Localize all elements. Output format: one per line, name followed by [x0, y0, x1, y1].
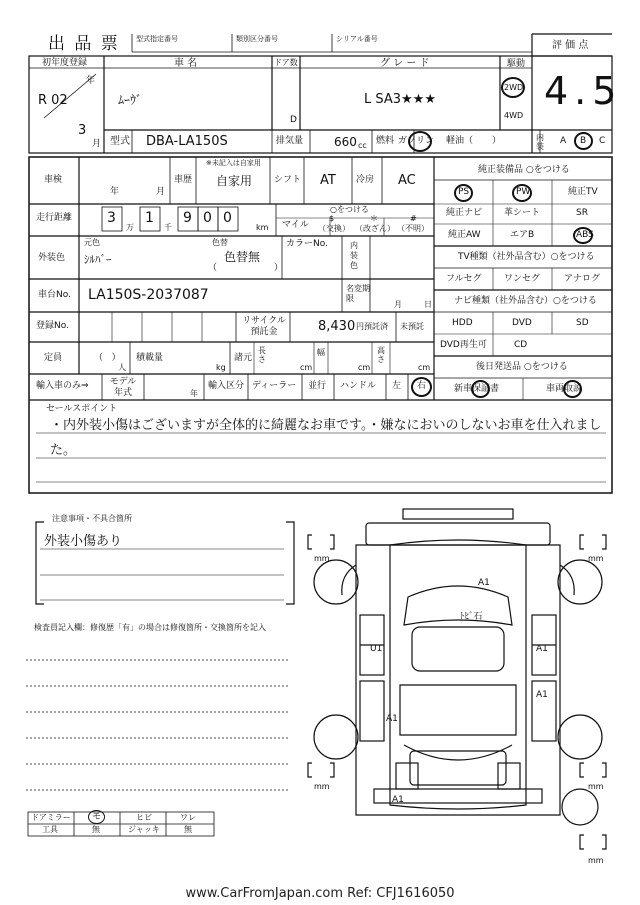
docs-manual[interactable]: 車両取説 — [546, 384, 583, 394]
load-label: 積載量 — [136, 353, 164, 363]
equip-ps[interactable]: PS — [458, 187, 470, 197]
height-label: 高さ — [377, 346, 385, 364]
diesel-close: ） — [492, 136, 502, 146]
doors-value: D — [290, 115, 297, 125]
diesel-label[interactable]: 軽油（ — [446, 136, 474, 146]
history-label: 車歴 — [174, 175, 193, 185]
legend-mirror-circle — [88, 810, 105, 824]
footer-watermark: www.CarFromJapan.com Ref: CFJ1616050 — [185, 886, 455, 901]
navi-title: ナビ種類（社外品含む）○をつける — [454, 296, 597, 306]
mark-rear-bumper: A1 — [392, 795, 404, 805]
docs-title: 後日発送品 ○をつける — [476, 362, 568, 372]
repaint-paren-close: ） — [274, 263, 284, 273]
dims-label: 諸元 — [234, 353, 253, 363]
tv-oneseg[interactable]: ワンセグ — [504, 274, 541, 284]
mileage-digit-5: 0 — [223, 210, 232, 226]
mileage-hash: # — [410, 214, 417, 223]
length-unit: cm — [300, 363, 313, 372]
grade-label: グ レ ー ド — [380, 58, 430, 69]
drive-4wd[interactable]: 4WD — [504, 111, 524, 120]
mileage-unknown: （不明） — [397, 224, 429, 233]
mileage-digit-4: 0 — [203, 210, 212, 226]
interior-label: 内装 — [536, 133, 544, 151]
model-year-label: モデル年式 — [109, 377, 137, 398]
capacity-label: 定員 — [44, 353, 63, 363]
height-unit: cm — [418, 363, 431, 372]
interior-b[interactable]: B — [580, 136, 587, 146]
history-note: ※未記入は自家用 — [206, 159, 261, 167]
capacity-paren: （ ） — [94, 353, 121, 363]
ac-value: AC — [398, 173, 416, 188]
reg-month: 3 — [78, 123, 87, 138]
name-change-day: 日 — [424, 300, 432, 309]
orig-color-label: 元色 — [84, 238, 100, 247]
model-year-unit: 年 — [190, 389, 198, 398]
chassis-value: LA150S-2037087 — [88, 287, 209, 303]
mileage-dollar: $ — [329, 214, 335, 223]
cd-playback[interactable]: CD — [514, 340, 528, 350]
cc-unit: cc — [358, 141, 367, 150]
equip-tv[interactable]: 純正TV — [568, 187, 598, 197]
mileage-sen: 千 — [164, 223, 172, 232]
equip-navi[interactable]: 純正ナビ — [446, 208, 483, 218]
drive-2wd[interactable]: 2WD — [504, 83, 524, 92]
shaken-label: 車検 — [44, 175, 63, 185]
mileage-digit-1: 3 — [107, 210, 116, 226]
repaint-label: 色替 — [212, 238, 228, 247]
navi-hdd[interactable]: HDD — [452, 318, 473, 328]
mileage-exchange: （交換） — [318, 224, 350, 233]
width-unit: cm — [358, 363, 371, 372]
ext-color-label: 外装色 — [38, 253, 66, 263]
legend-tools-value: 無 — [92, 825, 100, 834]
grade-value: L SA3★★★ — [364, 92, 436, 107]
fuel-label: 燃料 — [376, 136, 395, 146]
score-label: 評 価 点 — [552, 40, 589, 51]
car-name-label: 車 名 — [174, 58, 198, 69]
drive-2wd-circle — [501, 77, 525, 98]
interior-c[interactable]: C — [599, 136, 606, 146]
displacement-label: 排気量 — [276, 136, 304, 146]
tv-analog[interactable]: アナログ — [564, 274, 601, 284]
diagram-mm-2: mm — [588, 554, 604, 563]
recycle-value: 8,430 — [318, 319, 356, 334]
doors-label: ドア数 — [274, 58, 298, 67]
mileage-digit-3: 9 — [183, 210, 192, 226]
shift-value: AT — [320, 173, 336, 188]
mileage-km: km — [256, 223, 269, 232]
capacity-unit: 人 — [118, 363, 126, 372]
displacement-value: 660 — [334, 135, 357, 149]
diagram-mm-1: mm — [314, 554, 330, 563]
sales-point-label: セールスポイント — [46, 404, 118, 414]
mileage-digit-2: 1 — [145, 210, 154, 226]
inspector-label: 検査員記入欄：修復歴「有」の場合は修復箇所・交換箇所を記入 — [34, 623, 266, 632]
interior-b-circle — [574, 132, 593, 150]
tv-title: TV種類（社外品含む）○をつける — [458, 252, 595, 262]
shaken-month-unit: 月 — [156, 187, 166, 197]
legend-crack: ヒビ — [136, 813, 152, 822]
mileage-label: 走行距離 — [36, 213, 73, 223]
equip-aw[interactable]: 純正AW — [448, 230, 481, 240]
legend-tools: 工具 — [42, 825, 58, 834]
shift-label: シフト — [274, 175, 302, 185]
int-color-label: 内装色 — [350, 241, 358, 270]
reg-era: R 02 — [38, 93, 68, 108]
load-unit: kg — [216, 363, 226, 372]
import-label: 輸入車のみ⇒ — [36, 381, 89, 391]
docs-warranty[interactable]: 新車保証書 — [454, 384, 500, 394]
interior-a[interactable]: A — [560, 136, 567, 146]
recycle-fee-label: リサイクル預託金 — [242, 316, 286, 337]
diagram-mm-5: mm — [588, 856, 604, 865]
drive-label: 駆動 — [507, 59, 526, 69]
handle-right-circle — [411, 377, 432, 397]
history-value: 自家用 — [216, 174, 253, 188]
fuel-gasoline[interactable]: ガソリン — [398, 136, 435, 146]
name-change-label: 名変期限 — [346, 284, 370, 303]
mark-right-front-door: A1 — [536, 644, 548, 654]
form-title: 出 品 票 — [48, 34, 120, 54]
docs-manual-circle — [563, 380, 582, 398]
equip-ps-circle — [454, 184, 473, 202]
docs-warranty-circle — [471, 380, 490, 398]
navi-dvd[interactable]: DVD — [512, 318, 532, 328]
handle-label: ハンドル — [340, 381, 377, 391]
mark-left-rear-quarter: A1 — [386, 714, 398, 724]
reg-month-unit: 月 — [92, 139, 102, 149]
diagram-mm-3: mm — [314, 782, 330, 791]
registration-no-label: 登録No. — [36, 321, 69, 331]
ac-label: 冷房 — [356, 175, 375, 185]
equip-pw[interactable]: PW — [516, 187, 531, 197]
recycle-none[interactable]: 未預託 — [400, 322, 424, 331]
legend-jack: ジャッキ — [128, 825, 160, 834]
fuel-circle — [408, 131, 432, 152]
handle-left[interactable]: 左 — [392, 381, 402, 391]
equip-abs[interactable]: ABS — [576, 230, 594, 240]
model-label: 型式 — [110, 136, 130, 147]
recycle-unit: 円預託済 — [356, 322, 388, 331]
equip-leather[interactable]: 革シート — [504, 208, 541, 218]
notes-label: 注意事項・不具合箇所 — [52, 514, 132, 523]
car-name: ﾑｰｳﾞ — [118, 93, 143, 107]
shaken-year-unit: 年 — [110, 187, 120, 197]
notes-line1: 外装小傷あり — [44, 534, 123, 549]
model-value: DBA-LA150S — [146, 134, 228, 149]
import-parallel[interactable]: 並行 — [308, 381, 327, 391]
category-code-label: 類別区分番号 — [236, 35, 278, 43]
color-no-label: カラーNo. — [286, 239, 328, 249]
legend-mirror: ドアミラー — [31, 813, 71, 822]
orig-color-value: ｼﾙﾊﾞｰ — [84, 253, 112, 266]
length-label: 長さ — [258, 346, 266, 364]
mileage-star: ＊ — [370, 214, 378, 223]
repaint-paren-open: （ — [208, 263, 218, 273]
sales-point-line1: ・内外装小傷はございますが全体的に綺麗なお車です。・嫌なにおいのしないお車を仕入れまし — [50, 418, 602, 433]
mark-hood: A1 — [478, 578, 490, 588]
tv-fullseg[interactable]: フルセグ — [446, 274, 482, 284]
mileage-circle-note: ○をつける — [330, 205, 369, 214]
import-type-label: 輸入区分 — [208, 381, 245, 391]
model-code-label: 型式指定番号 — [136, 35, 178, 43]
mileage-tampered: （改ざん） — [355, 224, 395, 233]
equip-abs-circle — [573, 227, 593, 244]
dvd-playback[interactable]: DVD再生可 — [440, 340, 487, 350]
equip-pw-circle — [512, 184, 532, 202]
mileage-mile: マイル — [282, 220, 309, 230]
mark-windshield: ﾄﾋﾞ石 — [460, 612, 483, 622]
score-value: 4.5 — [544, 69, 623, 113]
reg-year-unit: 年 — [86, 76, 96, 86]
sales-point-line2: た。 — [50, 443, 77, 458]
mark-right-rear-door: A1 — [536, 690, 548, 700]
repaint-value: 色替無 — [224, 250, 261, 264]
mark-left-front-door: U1 — [370, 644, 383, 654]
legend-jack-value: 無 — [184, 825, 192, 834]
equipment-title: 純正装備品 ○をつける — [478, 165, 570, 175]
diagram-mm-4: mm — [588, 782, 604, 791]
legend-mirror-value: モ — [92, 812, 102, 822]
car-damage-diagram — [300, 505, 620, 865]
name-change-month: 月 — [394, 300, 402, 309]
equip-airbag[interactable]: エアB — [510, 230, 535, 240]
navi-sd[interactable]: SD — [576, 318, 589, 328]
equip-sr[interactable]: SR — [576, 208, 588, 218]
width-label: 幅 — [317, 348, 325, 357]
legend-break: ワレ — [180, 813, 196, 822]
first-reg-label: 初年度登録 — [42, 58, 88, 68]
mileage-man: 万 — [126, 223, 134, 232]
handle-right[interactable]: 右 — [417, 381, 427, 391]
chassis-label: 車台No. — [38, 290, 71, 300]
serial-label: シリアル番号 — [336, 35, 378, 43]
import-dealer[interactable]: ディーラー — [252, 381, 297, 391]
